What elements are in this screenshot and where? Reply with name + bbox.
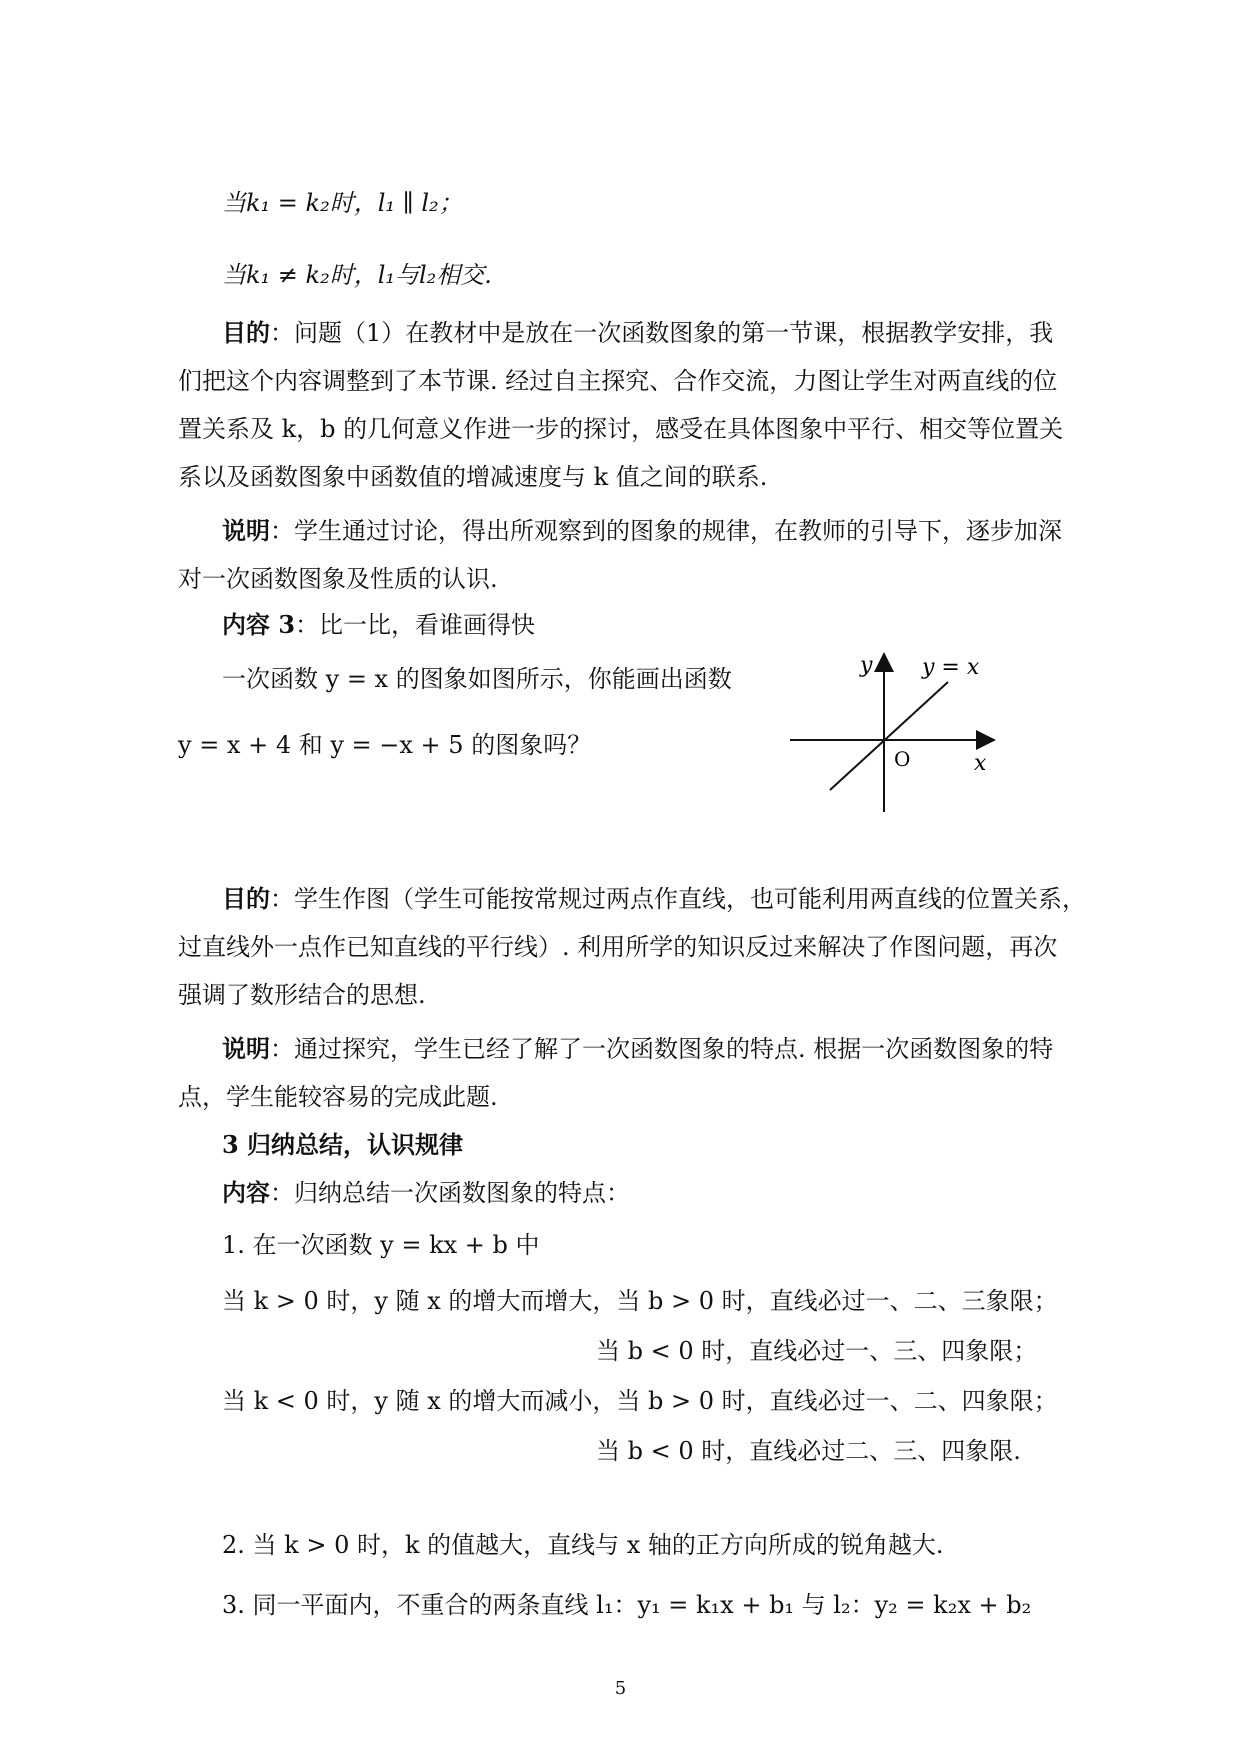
purpose-2-label: 目的 xyxy=(222,884,270,913)
k-positive-a: 当 k > 0 时，y 随 x 的增大而增大，当 b > 0 时，直线必过一、二、三象限； xyxy=(222,1287,1058,1315)
section-3-heading: 3 归纳总结，认识规律 xyxy=(222,1130,464,1159)
note-1-b: 对一次函数图象及性质的认识. xyxy=(178,565,498,593)
purpose-1 xyxy=(222,318,1053,348)
y-axis-label: y xyxy=(860,653,873,678)
question-b: y = x + 4 和 y = −x + 5 的图象吗？ xyxy=(178,731,592,759)
note-2-b: 点，学生能较容易的完成此题. xyxy=(178,1083,498,1111)
item-1: 1. 在一次函数 y = kx + b 中 xyxy=(222,1231,540,1259)
purpose-1-d: 系以及函数图象中函数值的增减速度与 k 值之间的联系. xyxy=(178,463,768,491)
note-2 xyxy=(222,1034,1053,1064)
item-3: 3. 同一平面内，不重合的两条直线 l₁：y₁ = k₁x + b₁ 与 l₂：y₂ = k₂x + b₂ xyxy=(222,1591,1032,1619)
note-2-label: 说明 xyxy=(222,1034,270,1063)
line-y-equals-x xyxy=(830,682,948,790)
purpose-1-text-a: ：问题（1）在教材中是放在一次函数图象的第一节课，根据教学安排，我 xyxy=(270,319,1054,347)
note-1 xyxy=(222,516,1062,546)
purpose-1-label: 目的 xyxy=(222,318,270,347)
k-positive-b: 当 b < 0 时，直线必过一、三、四象限； xyxy=(596,1337,1038,1365)
k-negative-a: 当 k < 0 时，y 随 x 的增大而减小，当 b > 0 时，直线必过一、二、四象限； xyxy=(222,1387,1058,1415)
content-3-text: ：比一比，看谁画得快 xyxy=(295,611,536,639)
content-4 xyxy=(222,1178,630,1208)
purpose-1-b: 们把这个内容调整到了本节课. 经过自主探究、合作交流，力图让学生对两直线的位 xyxy=(178,367,1058,395)
note-1-text-a: ：学生通过讨论，得出所观察到的图象的规律，在教师的引导下，逐步加深 xyxy=(270,517,1062,545)
purpose-2 xyxy=(222,884,1086,914)
note-2-text-a: ：通过探究，学生已经了解了一次函数图象的特点. 根据一次函数图象的特 xyxy=(270,1035,1054,1063)
page-number: 5 xyxy=(614,1678,627,1699)
content-4-text: ：归纳总结一次函数图象的特点： xyxy=(270,1179,630,1207)
x-axis-label: x xyxy=(974,751,987,776)
question-a: 一次函数 y = x 的图象如图所示，你能画出函数 xyxy=(222,665,732,693)
k-negative-b: 当 b < 0 时，直线必过二、三、四象限. xyxy=(596,1437,1021,1465)
content-4-label: 内容 xyxy=(222,1178,270,1207)
linear-graph xyxy=(790,652,1000,814)
note-1-label: 说明 xyxy=(222,516,270,545)
line-2: 当k₁ ≠ k₂时，l₁与l₂相交. xyxy=(222,261,492,289)
purpose-2-c: 强调了数形结合的思想. xyxy=(178,981,426,1009)
line-label: y = x xyxy=(922,655,980,680)
origin-label: O xyxy=(894,747,911,771)
purpose-1-c: 置关系及 k，b 的几何意义作进一步的探讨，感受在具体图象中平行、相交等位置关 xyxy=(178,415,1064,443)
line-1: 当k₁ = k₂时，l₁ ∥ l₂； xyxy=(222,189,463,217)
content-3 xyxy=(222,610,535,640)
content-3-label: 内容 3 xyxy=(222,610,296,639)
purpose-2-text-a: ：学生作图（学生可能按常规过两点作直线，也可能利用两直线的位置关系， xyxy=(270,885,1086,913)
purpose-2-b: 过直线外一点作已知直线的平行线）. 利用所学的知识反过来解决了作图问题，再次 xyxy=(178,933,1058,961)
item-2: 2. 当 k > 0 时，k 的值越大，直线与 x 轴的正方向所成的锐角越大. xyxy=(222,1531,944,1559)
